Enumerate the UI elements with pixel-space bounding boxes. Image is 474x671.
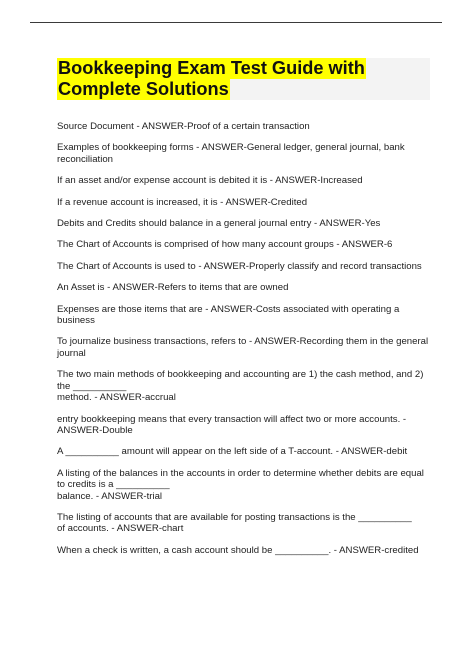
qa-item-chart-of-accounts: The listing of accounts that are available for posting transactions is the __________ of accounts. - ANSWER-chart [57,511,412,535]
qa-item-asset-expense-debited: If an asset and/or expense account is debited it is - ANSWER-Increased [57,175,363,187]
qa-list [57,121,442,566]
document-title-line-1: Bookkeeping Exam Test Guide with [58,58,365,78]
qa-item-account-groups: The Chart of Accounts is comprised of how many account groups - ANSWER-6 [57,239,393,251]
qa-item-check-written: When a check is written, a cash account should be __________. - ANSWER-credited [57,544,419,556]
qa-item-trial-balance: A listing of the balances in the accounts in order to determine whether debits are equal to credits is a __________ balance. - ANSWER-trial [57,467,424,502]
qa-item-t-account-debit: A __________ amount will appear on the left side of a T-account. - ANSWER-debit [57,446,408,458]
qa-item-accounting-methods: The two main methods of bookkeeping and accounting are 1) the cash method, and 2) the __________ method. - ANSWER-accrual [57,369,424,404]
qa-item-double-entry: entry bookkeeping means that every transaction will affect two or more accounts. - ANSWER-Double [57,413,407,436]
qa-item-bookkeeping-forms: Examples of bookkeeping forms - ANSWER-General ledger, general journal, bank reconciliation [57,142,405,165]
qa-item-chart-of-accounts-use: The Chart of Accounts is used to - ANSWER-Properly classify and record transactions [57,260,422,272]
document-title-line-2: Complete Solutions [58,79,229,99]
qa-item-source-document: Source Document - ANSWER-Proof of a certain transaction [57,121,310,132]
qa-item-asset-definition: An Asset is - ANSWER-Refers to items that are owned [57,282,289,294]
qa-item-debits-credits-balance: Debits and Credits should balance in a general journal entry - ANSWER-Yes [57,218,381,230]
qa-item-expenses-definition: Expenses are those items that are - ANSWER-Costs associated with operating a business [57,303,400,327]
qa-item-journalize: To journalize business transactions, refers to - ANSWER-Recording them in the general journal [57,336,429,359]
top-divider [30,22,442,23]
qa-item-revenue-increased: If a revenue account is increased, it is - ANSWER-Credited [57,196,308,208]
